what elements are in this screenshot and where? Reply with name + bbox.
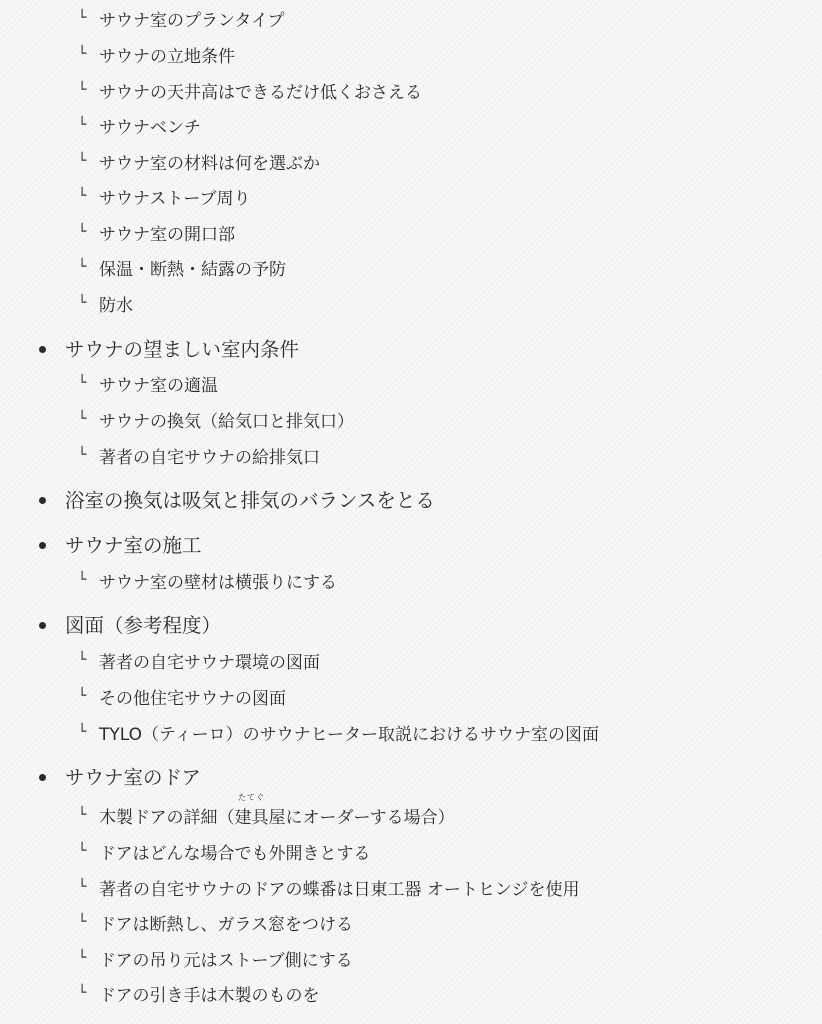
tree-branch-icon: └ xyxy=(78,843,87,859)
toc-item-label: サウナストーブ周り xyxy=(99,189,251,209)
toc-item-label: サウナの望ましい室内条件 xyxy=(65,338,300,361)
tree-branch-icon: └ xyxy=(78,652,87,668)
bullet-dot-icon xyxy=(39,497,46,504)
toc-item-label: サウナ室の適温 xyxy=(99,376,218,396)
toc-item-label: 保温・断熱・結露の予防 xyxy=(99,260,286,280)
tree-branch-icon: └ xyxy=(78,153,87,169)
tree-branch-icon: └ xyxy=(78,914,87,930)
toc-item-label: サウナ室の施工 xyxy=(65,534,202,557)
tree-branch-icon: └ xyxy=(78,447,87,463)
tree-branch-icon: └ xyxy=(78,82,87,98)
toc-item-label: 図面（参考程度） xyxy=(65,614,222,637)
toc-item-label: 防水 xyxy=(99,296,133,316)
toc-item-label: サウナの換気（給気口と排気口） xyxy=(99,412,354,432)
toc-item-label: TYLO（ティーロ）のサウナヒーター取説におけるサウナ室の図面 xyxy=(99,725,599,745)
toc-item-label-after: 屋にオーダーする場合） xyxy=(268,808,455,828)
bullet-dot-icon xyxy=(39,622,46,629)
tree-branch-icon: └ xyxy=(78,188,87,204)
toc-item-label: サウナベンチ xyxy=(99,118,201,138)
toc-item-label xyxy=(99,793,455,832)
tree-branch-icon: └ xyxy=(78,807,87,823)
ruby-base: 建具 xyxy=(234,808,269,828)
toc-item-label: サウナ室の材料は何を選ぶか xyxy=(99,154,320,174)
tree-branch-icon: └ xyxy=(78,224,87,240)
toc-item-label: サウナの天井高はできるだけ低くおさえる xyxy=(99,83,422,103)
tree-branch-icon: └ xyxy=(78,572,87,588)
tree-branch-icon: └ xyxy=(78,724,87,740)
tree-branch-icon: └ xyxy=(78,688,87,704)
tree-branch-icon: └ xyxy=(78,259,87,275)
bullet-dot-icon xyxy=(39,346,46,353)
bullet-dot-icon xyxy=(39,542,46,549)
toc-item-label: サウナ室のプランタイプ xyxy=(99,11,285,31)
toc-item-label-before: 木製ドアの詳細（ xyxy=(99,808,235,828)
bullet-dot-icon xyxy=(39,774,46,781)
toc-item-label: ドアはどんな場合でも外開きとする xyxy=(99,844,371,864)
toc-item-label: 著者の自宅サウナの給排気口 xyxy=(99,448,320,468)
toc-item-label: サウナ室のドア xyxy=(65,766,201,789)
tree-branch-icon: └ xyxy=(78,10,87,26)
tree-branch-icon: └ xyxy=(78,295,87,311)
toc-item-label: 著者の自宅サウナのドアの蝶番は日東工器 オートヒンジを使用 xyxy=(99,880,580,900)
tree-branch-icon: └ xyxy=(78,879,87,895)
toc-item-label: その他住宅サウナの図面 xyxy=(99,689,286,709)
tree-branch-icon: └ xyxy=(78,117,87,133)
toc-item-label: 浴室の換気は吸気と排気のバランスをとる xyxy=(65,489,435,512)
toc-item-label: ドアの吊り元はストーブ側にする xyxy=(99,951,353,971)
ruby-annotation xyxy=(234,793,269,832)
tree-branch-icon: └ xyxy=(78,950,87,966)
ruby-reading: たてぐ xyxy=(238,793,265,802)
toc-item-label: サウナ室の壁材は横張りにする xyxy=(99,573,337,593)
toc-item-label: ドアの引き手は木製のものを xyxy=(99,986,320,1006)
tree-branch-icon: └ xyxy=(78,411,87,427)
toc-item-label: サウナ室の開口部 xyxy=(99,225,235,245)
tree-branch-icon: └ xyxy=(78,375,87,391)
tree-branch-icon: └ xyxy=(78,46,87,62)
toc-item-label: サウナの立地条件 xyxy=(99,47,235,67)
tree-branch-icon: └ xyxy=(78,985,87,1001)
toc-item-label: 著者の自宅サウナ環境の図面 xyxy=(99,653,320,673)
toc-item-label: ドアは断熱し、ガラス窓をつける xyxy=(99,915,353,935)
